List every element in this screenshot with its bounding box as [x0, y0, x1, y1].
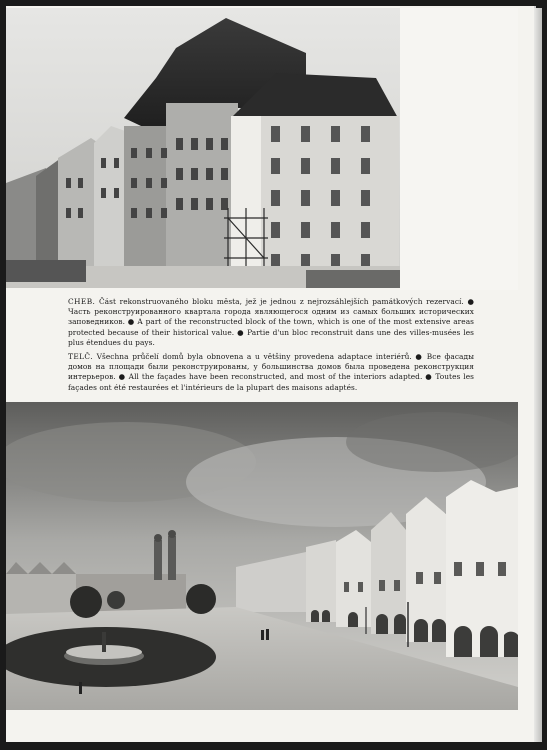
bottom-margin — [6, 710, 518, 740]
caption-cheb-place: CHEB. — [68, 297, 96, 306]
caption-telc-place: TELČ. — [68, 352, 93, 361]
page-edge — [534, 8, 542, 742]
telc-photo — [6, 402, 518, 710]
caption-cheb-text: Část rekonstruovaného bloku města, jež je jednou z nejrozsáhlejších památkových rezervací. ● Часть реконструированного квартала города являющегося одним из самых больших исторических заповедников. ● A part of the reconstructed block of the town, which is one of the most extensive areas protected because of their historical value. ● Partie d'un bloc reconstruit dans une des villes-musées les plus étendues du pays. — [68, 297, 474, 347]
caption-telc-text: Všechna průčelí domů byla obnovena a u většiny provedena adaptace interiérů. ● Все фасады домов на площади были реконструированы, у большинства домов была проведена реконструкция интерьеров. ● All the façades have been reconstructed, and most of the interiors adapted. ● Toutes les façades ont été restaurées et l'intérieurs de la plupart des maisons adaptés. — [68, 352, 475, 392]
blank-margin — [400, 8, 518, 290]
caption-cheb — [68, 297, 474, 348]
cheb-photo — [6, 8, 400, 288]
caption-telc — [68, 352, 474, 393]
